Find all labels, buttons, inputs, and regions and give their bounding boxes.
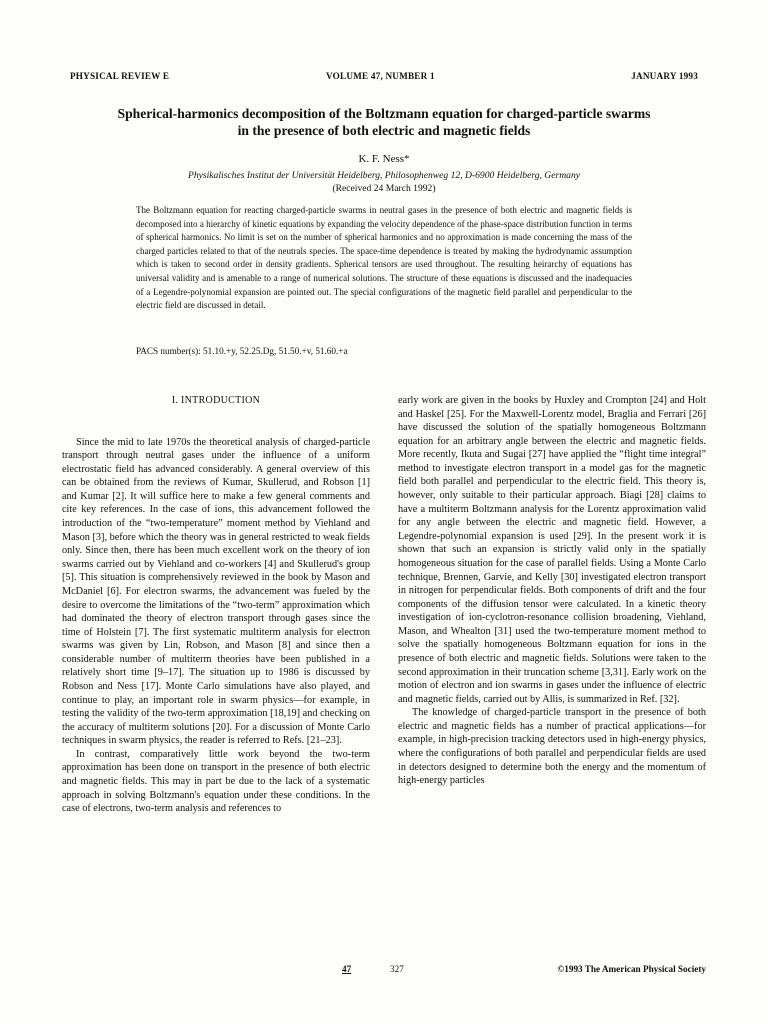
author-affiliation: Physikalisches Institut der Universität Heidelberg, Philosophenweg 12, D-6900 Heidelberg, Germany xyxy=(187,170,581,181)
left-column xyxy=(62,394,370,816)
author-name: K. F. Ness* xyxy=(358,153,410,165)
pacs-numbers: PACS number(s): 51.10.+y, 52.25.Dg, 51.50.+v, 51.60.+a xyxy=(136,346,348,356)
page-footer xyxy=(62,964,706,978)
running-header xyxy=(70,71,698,85)
issue-date: JANUARY 1993 xyxy=(631,71,698,81)
volume-number: VOLUME 47, NUMBER 1 xyxy=(326,71,435,81)
copyright-notice: ©1993 The American Physical Society xyxy=(557,964,706,974)
footer-volume: 47 xyxy=(342,964,352,974)
article-title xyxy=(70,105,698,139)
journal-name: PHYSICAL REVIEW E xyxy=(70,71,170,81)
paragraph: The knowledge of charged-particle transport in the presence of both electric and magnetic fields has a number of practical applications—for example, in high-precision tracking detectors used in high-energy physics, where the configurations of both parallel and perpendicular fields are used in detectors designed to determine both the energy and the momentum of high-energy particles xyxy=(398,707,706,787)
section-heading: I. INTRODUCTION xyxy=(171,395,261,406)
abstract: The Boltzmann equation for reacting charged-particle swarms in neutral gases in the presence of both electric and magnetic fields is decomposed into a hierarchy of kinetic equations by expanding the velocity dependence of the phase-space distribution function in terms of spherical harmonics. No limit is set on the number of spherical harmonics and no approximation is made concerning the mass of the charged particles related to that of the neutrals species. The space-time dependence is treated by making the hydrodynamic assumption which is taken to second order in density gradients. Spherical tensors are used throughout. The resulting heirarchy of equations has universal validity and is amenable to a range of numerical solutions. The structure of these equations is discussed and the inadequacies of a Legendre-polynomial expansion are pointed out. The special configurations of the magnetic field parallel and perpendicular to the electric field are discussed in detail. xyxy=(136,205,632,311)
title-line-1: Spherical-harmonics decomposition of the Boltzmann equation for charged-particle swarms xyxy=(117,106,651,121)
paragraph: early work are given in the books by Huxley and Crompton [24] and Holt and Haskel [25]. For the Maxwell-Lorentz model, Braglia and Ferrari [26] have discussed the solution of the spatially homogeneous Boltzmann equation for an arbitrary angle between the electric and magnetic fields. More recently, Ikuta and Sugai [27] have applied the “flight time integral” method to investigate electron transport in a model gas for the magnetic field both parallel and perpendicular to the electric field. This theory is, however, only suitable to their particular approach. Biagi [28] claims to have a multiterm Boltzmann analysis for the Lorentz approximation valid for any angle between the electric and magnetic field. However, a Legendre-polynomial expansion is used [29]. In the present work it is shown that such an expansion is strictly valid only in the spatially homogeneous situation for the case of parallel fields. Using a Monte Carlo technique, Brennen, Garvie, and Kelly [30] investigated electron transport in nitrogen for perpendicular fields. Both components of drift and the four components of the diffusion tensor were calculated. In a kinetic theory investigation of ion-cyclotron-resonance collision broadening, Viehland, Mason, and Whealton [31] used the two-temperature moment method to solve the spatially homogeneous Boltzmann equation for ions in the presence of both electric and magnetic fields. Solutions were taken to the second approximation in their truncation scheme [3,31]. Early work on the motion of electron and ion swarms in gases under the influence of electric and magnetic fields, carried out by Allis, is summarized in Ref. [32]. xyxy=(398,395,706,705)
page-number: 327 xyxy=(390,964,404,974)
right-column xyxy=(398,394,706,788)
paragraph: Since the mid to late 1970s the theoretical analysis of charged-particle transport through neutral gases under the influence of a uniform electrostatic field has advanced considerably. A general overview of this can be obtained from the reviews of Kumar, Skullerud, and Robson [1] and Kumar [2]. It will suffice here to make a few general comments and cite key references. In the case of ions, this advancement followed the introduction of the “two-temperature” moment method by Viehland and Mason [3], before which the theory was in general restricted to weak fields only. Since then, there has been much excellent work on the theory of ion swarms carried out by Viehland and co-workers [4] and Skullerud's group [5]. This situation is comprehensively reviewed in the book by Mason and McDaniel [6]. For electron swarms, the advancement was fueled by the desire to overcome the limitations of the “two-term” approximation which had dominated the theory of electron transport through gases since the time of Holstein [7]. The first systematic multiterm analysis for electron swarms was given by Lin, Robson, and Mason [8] and since then a considerable number of multiterm theories have been published in a relatively short time [9–17]. The situation up to 1986 is discussed by Robson and Ness [17]. Monte Carlo simulations have also played, and continue to play, an important role in swarm physics—for example, in testing the validity of the two-term approximation [18,19] and checking on the accuracy of multiterm solutions [20]. For a discussion of Monte Carlo techniques in swarm physics, the reader is referred to Refs. [21–23]. xyxy=(62,436,370,747)
title-line-2: in the presence of both electric and magnetic fields xyxy=(237,123,531,138)
paragraph: In contrast, comparatively little work beyond the two-term approximation has been done on transport in the presence of both electric and magnetic fields. This may in part be due to the lack of a systematic approach in solving Boltzmann's equation under these conditions. In the case of electrons, two-term analysis and references to xyxy=(62,748,370,815)
received-date: (Received 24 March 1992) xyxy=(332,183,436,194)
